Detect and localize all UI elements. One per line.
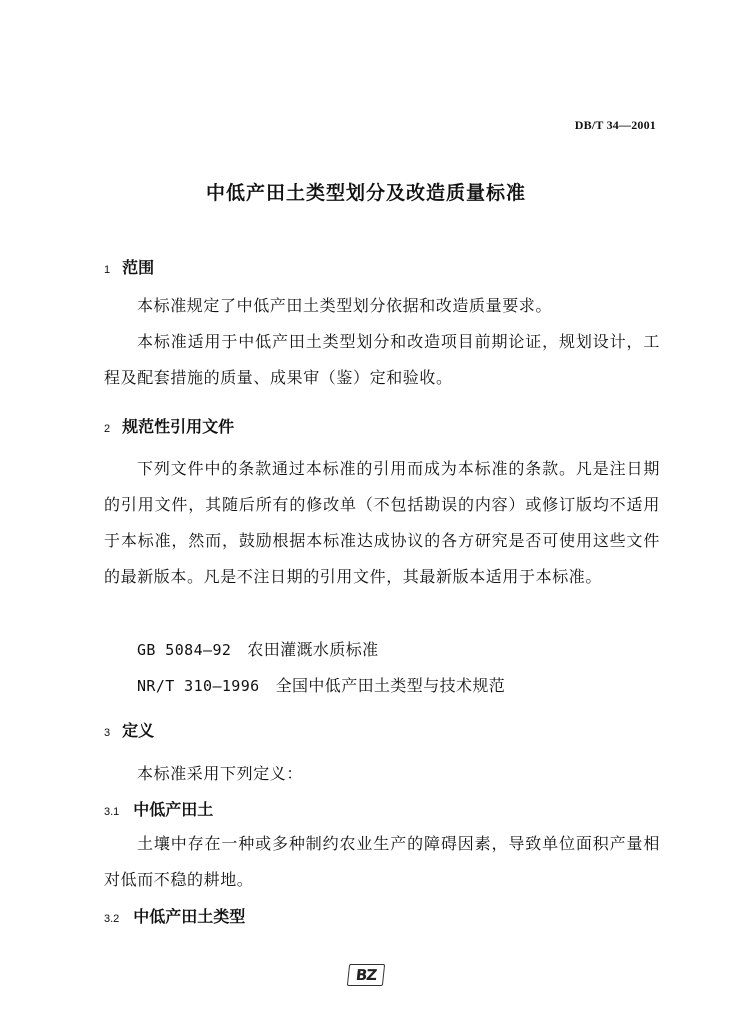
section-1-paragraph-2: 本标准适用于中低产田土类型划分和改造项目前期论证，规划设计，工程及配套措施的质量、成果审（鉴）定和验收。 [104,332,660,387]
section-number: 2 [104,423,111,435]
section-number: 3.1 [104,806,120,818]
section-number: 3 [104,727,111,739]
section-3-heading [104,718,154,741]
section-1-paragraph-1: 本标准规定了中低产田土类型划分依据和改造质量要求。 [137,296,553,315]
section-3-1-paragraph-1: 土壤中存在一种或多种制约农业生产的障碍因素，导致单位面积产量相对低而不稳的耕地。 [104,834,660,889]
publisher-logo: BZ [347,964,385,986]
document-title: 中低产田土类型划分及改造质量标准 [205,182,526,204]
reference-item [137,637,379,660]
reference-code: NR/T 310—1996 [137,677,260,695]
section-title: 范围 [122,258,155,277]
section-3-2-heading [104,904,245,927]
section-title: 中低产田土 [133,800,214,819]
section-number: 3.2 [104,913,120,925]
section-3-1-heading [104,797,213,820]
reference-code: GB 5084—92 [137,641,232,659]
section-title: 中低产田土类型 [133,907,246,926]
standard-code: DB/T 34—2001 [574,118,656,132]
reference-name: 全国中低产田土类型与技术规范 [275,676,506,695]
section-2-heading [104,414,234,437]
reference-item [137,673,505,696]
section-title: 规范性引用文件 [122,417,235,436]
section-title: 定义 [122,721,155,740]
section-2-paragraph-1: 下列文件中的条款通过本标准的引用而成为本标准的条款。凡是注日期的引用文件，其随后所有的修改单（不包括勘误的内容）或修订版均不适用于本标准，然而，鼓励根据本标准达成协议的各方研究是否可使用这些文件的最新版本。凡是不注日期的引用文件，其最新版本适用于本标准。 [104,459,660,586]
section-1-heading [104,255,154,278]
section-number: 1 [104,264,111,276]
reference-name: 农田灌溉水质标准 [247,640,379,659]
section-3-paragraph-1: 本标准采用下列定义： [137,764,304,783]
